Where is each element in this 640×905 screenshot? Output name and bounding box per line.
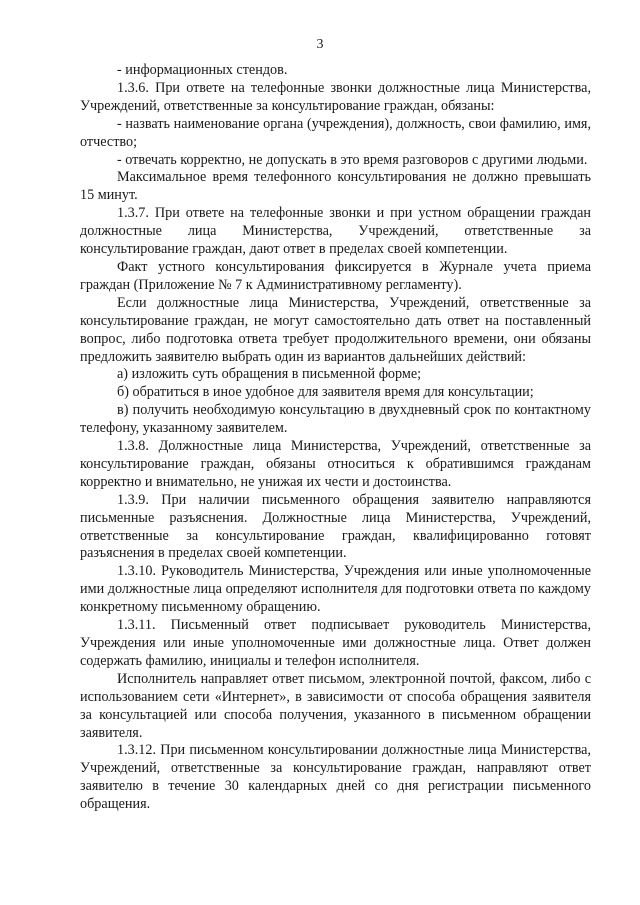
paragraph-name-position: - назвать наименование органа (учреждения), должность, свои фамилию, имя, отчество; (80, 115, 591, 150)
paragraph-cannot-answer: Если должностные лица Министерства, Учреждений, ответственные за консультирование граждан, не могут самостоятельно дать ответ на поставленный вопрос, либо подготовка ответа требует продолжительного времени, они обязаны предложить заявителю выбрать один из вариантов дальнейших действий: (80, 294, 591, 365)
paragraph-1-3-6: 1.3.6. При ответе на телефонные звонки должностные лица Министерства, Учреждений, ответственные за консультирование граждан, обязаны: (80, 79, 591, 114)
paragraph-option-b: б) обратиться в иное удобное для заявителя время для консультации; (117, 384, 534, 401)
paragraph-1-3-8: 1.3.8. Должностные лица Министерства, Учреждений, ответственные за консультирование граждан, обязаны относиться к обратившимся гражданам корректно и внимательно, не унижая их чести и достоинства. (80, 438, 591, 490)
paragraph-max-phone-time: Максимальное время телефонного консультирования не должно превышать 15 минут. (80, 169, 591, 204)
paragraph-oral-consultation-log: Факт устного консультирования фиксируется в Журнале учета приема граждан (Приложение № 7 к Административному регламенту). (80, 258, 591, 293)
document-body (80, 62, 591, 814)
paragraph-1-3-7: 1.3.7. При ответе на телефонные звонки и при устном обращении граждан должностные лица Министерства, Учреждений, ответственные за консультирование граждан, дают ответ в пределах своей компетенции. (80, 205, 591, 258)
paragraph-1-3-11: 1.3.11. Письменный ответ подписывает руководитель Министерства, Учреждения или иные уполномоченные ими должностные лица. Ответ должен содержать фамилию, инициалы и телефон исполнителя. (80, 617, 591, 669)
paragraph-info-stands: - информационных стендов. (117, 62, 288, 78)
paragraph-1-3-10: 1.3.10. Руководитель Министерства, Учреждения или иные уполномоченные ими должностные лица определяют исполнителя для подготовки ответа по каждому конкретному письменному обращению. (80, 563, 591, 616)
paragraph-option-a: а) изложить суть обращения в письменной форме; (117, 366, 422, 383)
paragraph-option-c: в) получить необходимую консультацию в двухдневный срок по контактному телефону, указанному заявителем. (80, 402, 591, 437)
paragraph-answer-correctly: - отвечать корректно, не допускать в это время разговоров с другими людьми. (117, 151, 588, 168)
paragraph-1-3-9: 1.3.9. При наличии письменного обращения заявителю направляются письменные разъяснения. Должностные лица Министерства, Учреждений, ответственные за консультирование граждан, квалифицированно готовят разъяснения в пределах своей компетенции. (80, 491, 591, 562)
page-number: 3 (316, 37, 324, 52)
paragraph-1-3-12: 1.3.12. При письменном консультировании должностные лица Министерства, Учреждений, ответственные за консультирование граждан, направляют ответ заявителю в течение 30 календарных дней со дня регистрации письменного обращения. (80, 742, 591, 813)
paragraph-executor-sends: Исполнитель направляет ответ письмом, электронной почтой, факсом, либо с использованием сети «Интернет», в зависимости от способа обращения заявителя за консультацией или способа получения, указанного в письменном обращении заявителя. (80, 670, 591, 741)
